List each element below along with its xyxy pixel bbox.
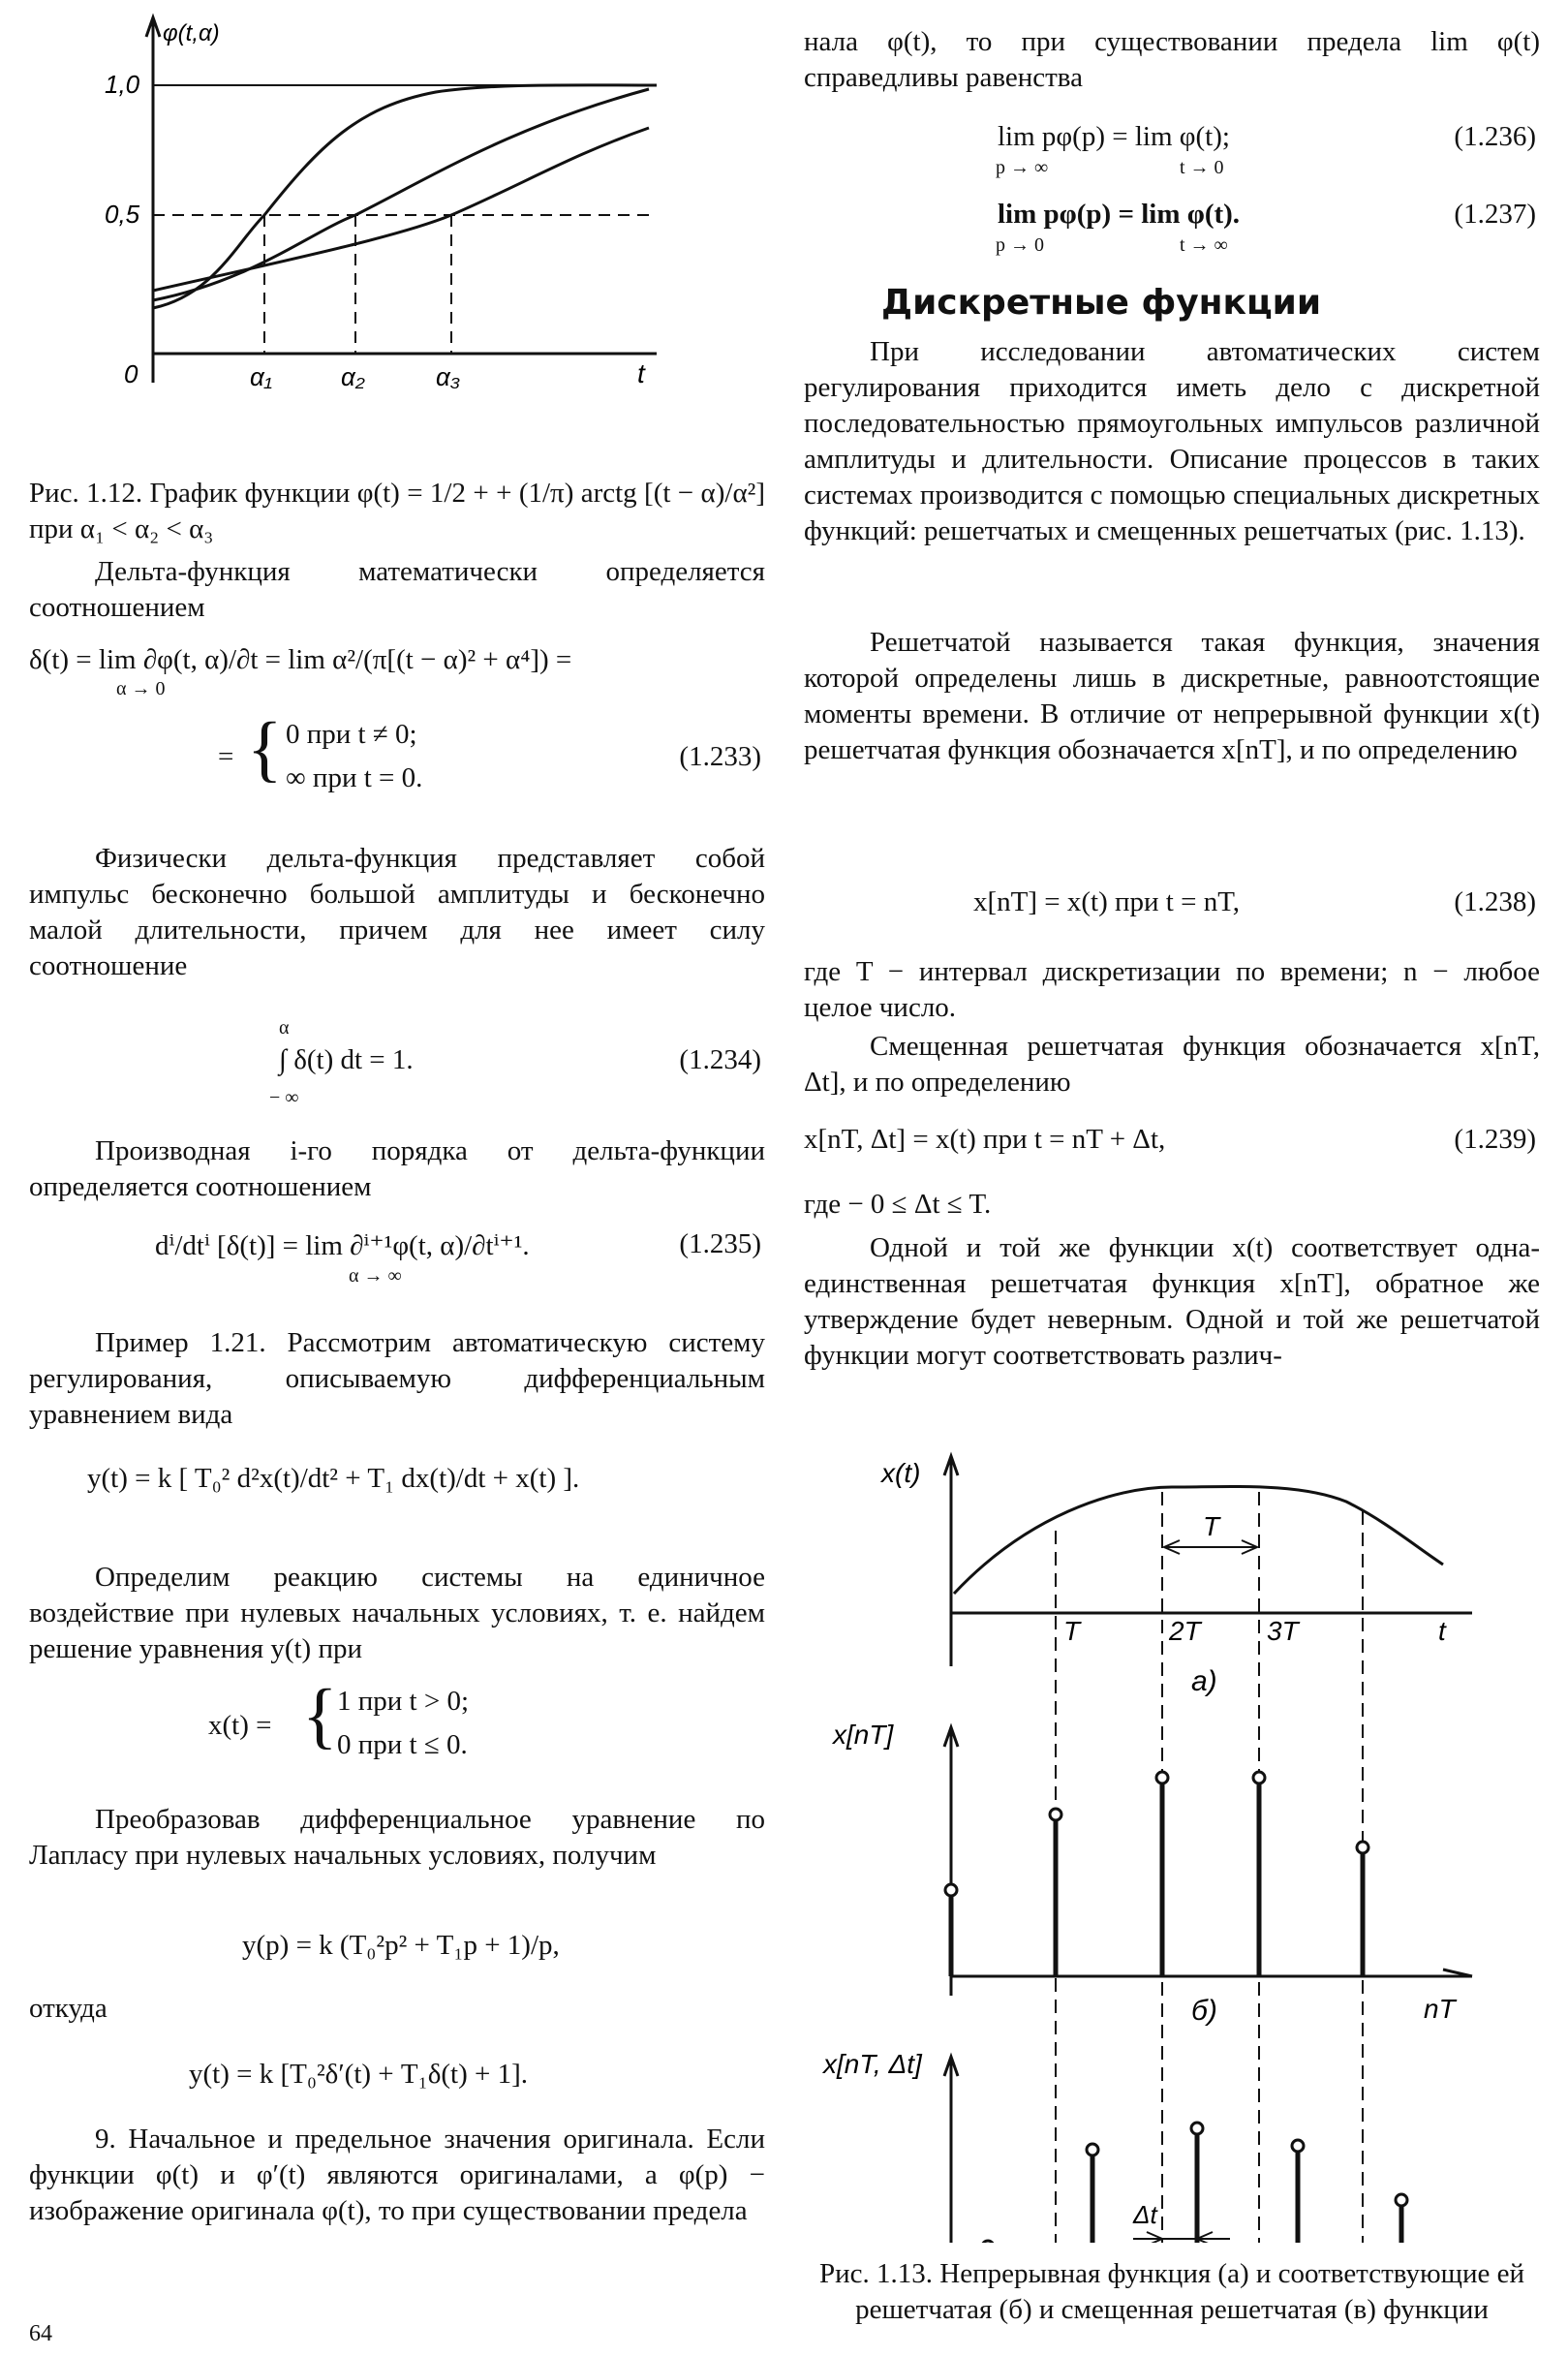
fig-b-xlabel: nT (1424, 1994, 1456, 2024)
fig112-xtick-t: t (637, 358, 645, 388)
fig-c-dt: Δt (1133, 2200, 1157, 2229)
curve-alpha2 (153, 89, 649, 300)
eq-1233-case1: 0 при t ≠ 0; (286, 719, 417, 750)
left-para-8: 9. Начальное и предельное значения оригинала. Если функции φ(t) и φ′(t) являются оригиналами, а φ(p) − изображение оригинала φ(t), то при существовании предела (29, 2124, 765, 2226)
eq-1234-number: (1.234) (679, 1044, 761, 1075)
eq-1237: lim pφ(p) = lim φ(t). (998, 199, 1241, 230)
right-para-5: где − 0 ≤ Δt ≤ T. (804, 1189, 992, 1220)
eq-1238-number: (1.238) (1454, 886, 1536, 917)
figure-1-12 (29, 0, 765, 407)
eq-yp: y(p) = k (T₀²p² + T₁p + 1)/p, (242, 1930, 560, 1961)
fig-c-dot-4 (1396, 2194, 1407, 2206)
eq-1234: ∫ δ(t) dt = 1. (279, 1044, 414, 1075)
curve-alpha3 (153, 128, 649, 291)
fig-c-dot-3 (1292, 2140, 1304, 2152)
eq-1234-upper: α (279, 1017, 290, 1039)
eq-yt: y(t) = k [T₀²δ′(t) + T₁δ(t) + 1]. (189, 2059, 529, 2090)
right-para-6: Одной и той же функции x(t) соответствует одна-единственная решетчатая функция x[nT], обратное же утверждение будет неверным. Одной и той же решетчатой функции могут соответствовать различ- (804, 1232, 1540, 1371)
fig112-xtick-a1: α₁ (250, 362, 273, 391)
fig-a-period: T (1203, 1511, 1220, 1541)
eq-1235: dⁱ/dtⁱ [δ(t)] = lim ∂ⁱ⁺¹φ(t, α)/∂tⁱ⁺¹. (155, 1230, 530, 1261)
eq-x-case2: 0 при t ≤ 0. (337, 1729, 468, 1760)
section-heading: Дискретные функции (881, 283, 1322, 323)
fig112-ytick-0: 0 (124, 359, 138, 388)
eq-1239-number: (1.239) (1454, 1124, 1536, 1155)
eq-1236: lim pφ(p) = lim φ(t); (998, 121, 1230, 152)
left-para-7: откуда (29, 1993, 108, 2024)
left-para-6: Преобразовав дифференциальное уравнение по Лапласу при нулевых начальных условиях, получим (29, 1804, 765, 1871)
fig-a-label: a) (1191, 1665, 1217, 1697)
eq-1233-eq-sign: = (218, 741, 234, 772)
left-para-4: Пример 1.21. Рассмотрим автоматическую систему регулирования, описываемую дифференциальным уравнением вида (29, 1327, 765, 1430)
fig112-ytick-05: 0,5 (105, 200, 140, 229)
fig-a-tick-t: t (1438, 1616, 1446, 1646)
eq-1239: x[nT, Δt] = x(t) при t = nT + Δt, (804, 1124, 1166, 1155)
fig-c-dot-0 (982, 2241, 994, 2243)
fig-b-dot-1 (1050, 1809, 1061, 1820)
fig-a-tick-3T: 3T (1267, 1616, 1299, 1646)
fig112-ytick-1: 1,0 (105, 70, 140, 99)
fig-b-ylabel: x[nT] (833, 1720, 894, 1750)
eq-1235-number: (1.235) (679, 1228, 761, 1259)
left-para-2: Физически дельта-функция представляет собой импульс бесконечно большой амплитуды и бесконечно малой длительности, причем для нее имеет силу соотношение (29, 843, 765, 981)
eq-x-head: x(t) = (208, 1710, 272, 1741)
eq-1233-case2: ∞ при t = 0. (286, 762, 423, 793)
fig-b-label: б) (1191, 1995, 1217, 2027)
fig-c-ylabel: x[nT, Δt] (823, 2049, 922, 2079)
eq-x-brace: { (302, 1675, 338, 1756)
right-para-3: где T − интервал дискретизации по времени; n − любое целое число. (804, 956, 1540, 1023)
eq-1237-lim2: t → ∞ (1180, 234, 1228, 256)
page-number: 64 (29, 2321, 52, 2346)
right-para-2: Решетчатой называется такая функция, значения которой определены лишь в дискретные, равноотстоящие моменты времени. В отличие от непрерывной функции x(t) решетчатая функция обозначается x[nT], и по определению (804, 627, 1540, 765)
eq-y-definition: y(t) = k [ T₀² d²x(t)/dt² + T₁ dx(t)/dt + x(t) ]. (87, 1463, 580, 1494)
figure-1-13 (804, 1448, 1540, 2243)
left-para-3: Производная i-го порядка от дельта-функции определяется соотношением (29, 1135, 765, 1202)
eq-1236-number: (1.236) (1454, 121, 1536, 152)
fig112-xtick-a2: α₂ (341, 362, 365, 391)
right-para-1: При исследовании автоматических систем регулирования приходится иметь дело с дискретной последовательностью прямоугольных импульсов различной амплитуды и длительности. Описание процессов в таких системах производится с помощью специальных дискретных функций: решетчатых и смещенных решетчатых (рис. 1.13). (804, 336, 1540, 546)
fig-a-tick-T: T (1063, 1616, 1081, 1646)
fig113-caption: Рис. 1.13. Непрерывная функция (а) и соответствующие ей решетчатая (б) и смещенная решетчатая (в) функции (818, 2258, 1524, 2325)
fig-b-dot-0 (945, 1884, 957, 1896)
eq-1238: x[nT] = x(t) при t = nT, (973, 886, 1241, 917)
fig112-ylabel: φ(t,α) (163, 20, 220, 47)
eq-1237-lim1: p → 0 (996, 234, 1044, 256)
fig-b-dot-2 (1156, 1772, 1168, 1783)
eq-1236-lim1: p → ∞ (996, 157, 1049, 178)
eq-x-case1: 1 при t > 0; (337, 1686, 470, 1717)
eq-1233-line1: δ(t) = lim ∂φ(t, α)/∂t = lim α²/(π[(t − α)² + α⁴]) = (29, 644, 572, 675)
fig-c-dot-2 (1191, 2123, 1203, 2134)
fig-a-curve (954, 1486, 1443, 1594)
left-para-1: Дельта-функция математически определяется соотношением (29, 556, 765, 623)
fig112-caption: Рис. 1.12. График функции φ(t) = 1/2 + + (1/π) arctg [(t − α)/α²] при α₁ < α₂ < α₃ (29, 478, 765, 544)
eq-1233-brace: { (247, 708, 283, 790)
right-para-0: нала φ(t), то при существовании предела lim φ(t) справедливы равенства (804, 26, 1540, 93)
left-para-5: Определим реакцию системы на единичное воздействие при нулевых начальных условиях, т. е. найдем решение уравнения y(t) при (29, 1562, 765, 1664)
eq-1236-lim2: t → 0 (1180, 157, 1224, 178)
eq-1235-lim: α → ∞ (349, 1265, 402, 1287)
eq-1233-lim: α → 0 (116, 678, 166, 699)
fig-b-dot-4 (1357, 1842, 1368, 1853)
eq-1234-lower: − ∞ (269, 1087, 299, 1108)
fig-c-dot-1 (1087, 2144, 1098, 2155)
eq-1237-number: (1.237) (1454, 199, 1536, 230)
fig112-xtick-a3: α₃ (436, 362, 461, 391)
fig-b-dot-3 (1253, 1772, 1265, 1783)
fig-a-tick-2T: 2T (1169, 1616, 1201, 1646)
eq-1233-number: (1.233) (679, 741, 761, 772)
fig-a-ylabel: x(t) (881, 1458, 921, 1488)
right-para-4: Смещенная решетчатая функция обозначается x[nT, Δt], и по определению (804, 1031, 1540, 1098)
dt-arrow-left (1147, 2232, 1162, 2243)
